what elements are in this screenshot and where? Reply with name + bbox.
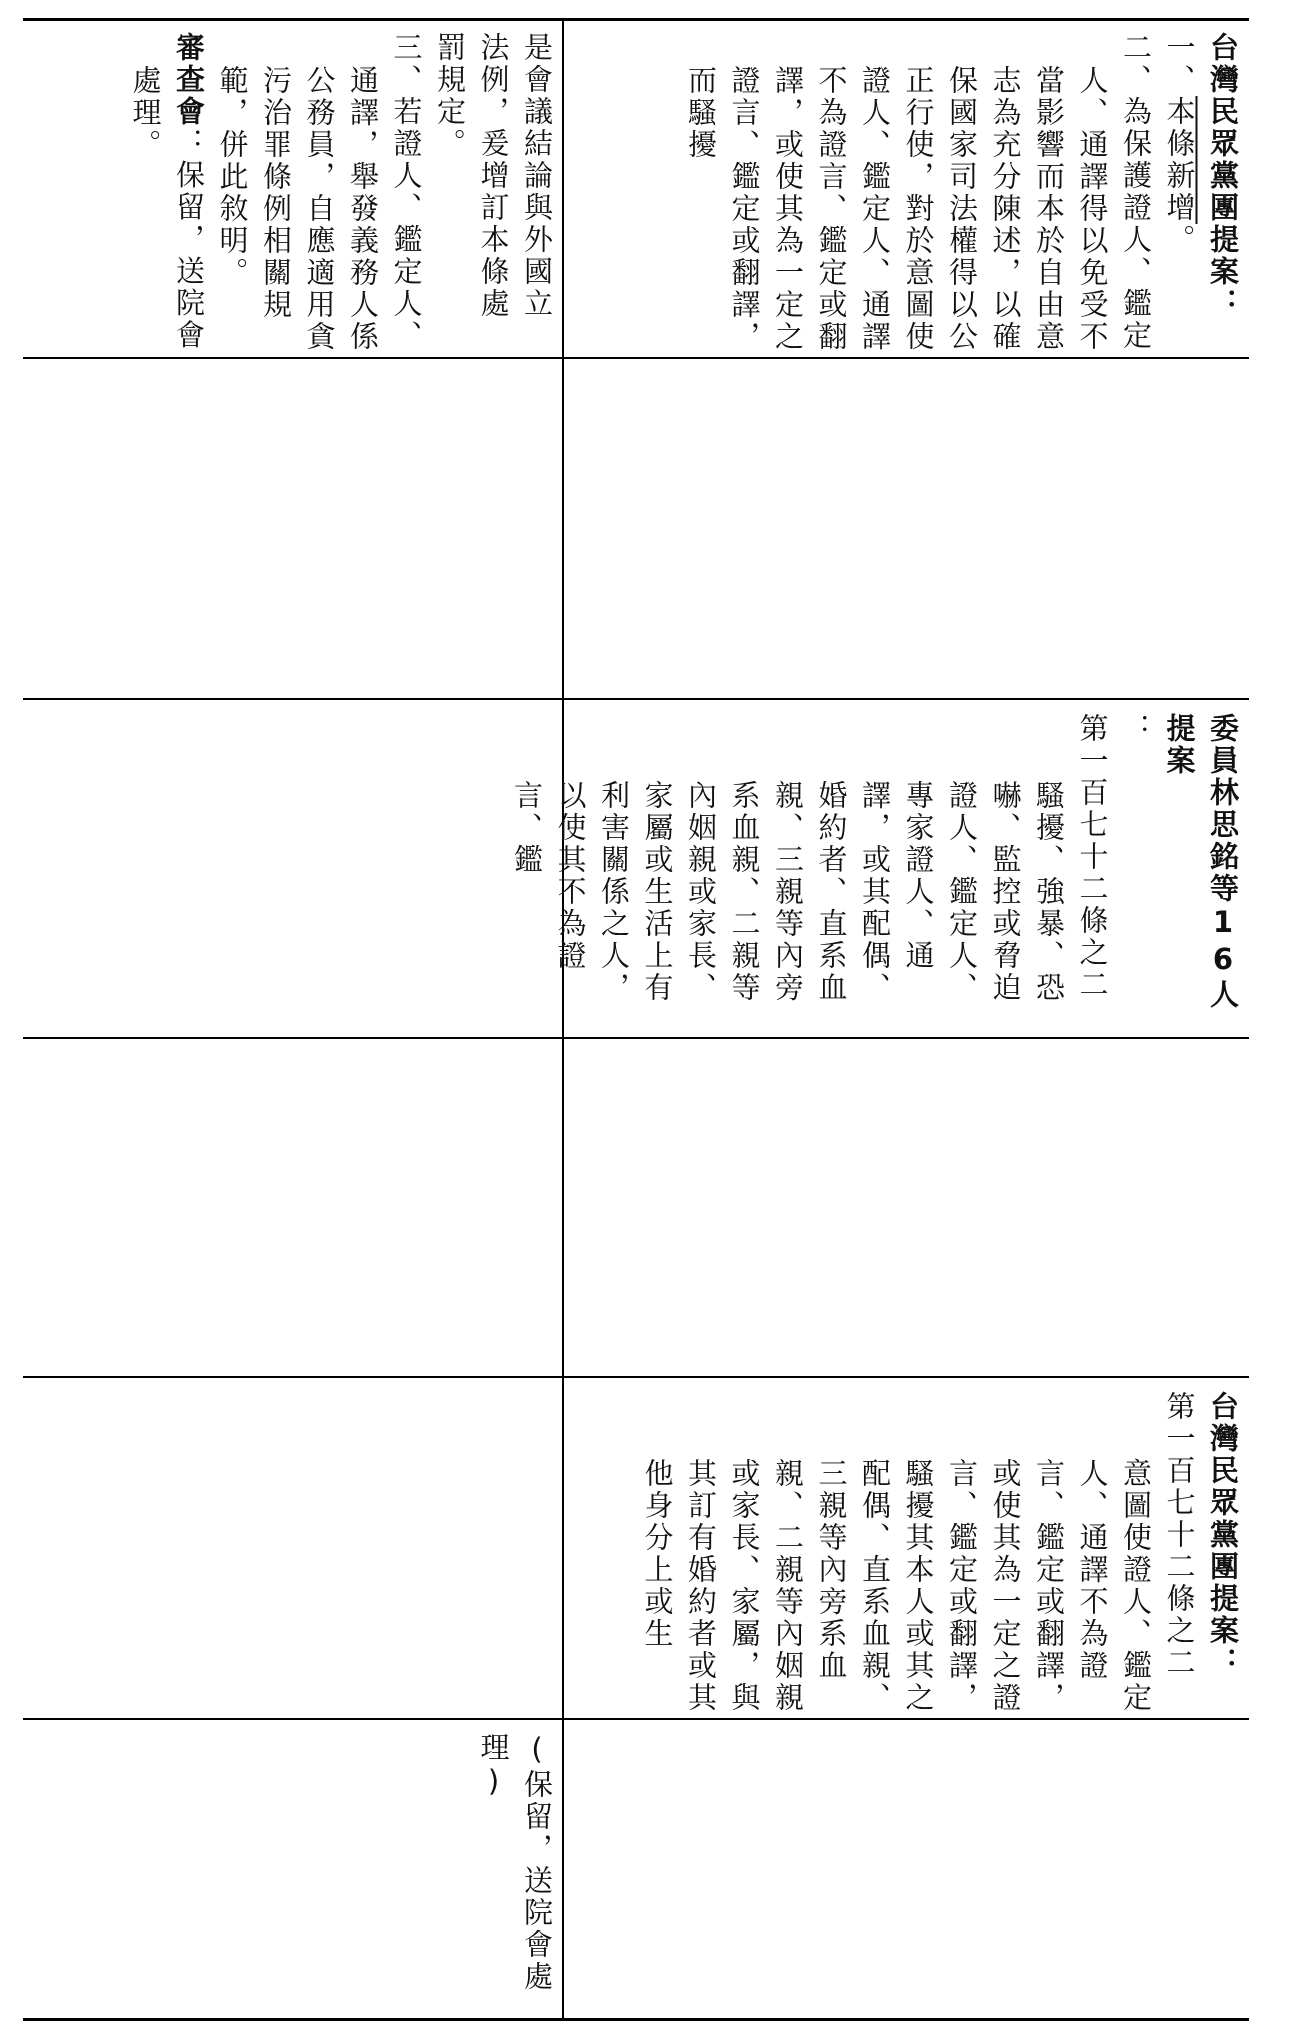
right-block-5-title: 台灣民眾黨團提案： — [1206, 1391, 1240, 1679]
left-line-3: 罰規定。 — [433, 32, 467, 160]
review-label: 審查會 — [172, 32, 206, 128]
row-divider-4 — [23, 1376, 1249, 1378]
left-block-1 — [30, 22, 558, 354]
row-divider-3 — [23, 1037, 1249, 1039]
left-block-6 — [30, 1722, 558, 2016]
row-divider-5 — [23, 1718, 1249, 1720]
left-block-6-note: (保留，送院會處理) — [476, 1732, 554, 1993]
right-block-5 — [572, 1381, 1244, 1715]
right-block-3-title: 委員林思銘等16人提案 — [1162, 713, 1240, 1011]
right-item-1: 一、本條新增。 — [1162, 32, 1197, 256]
left-item-3: 三、若證人、鑑定人、通譯，舉發義務人係公務員，自應適用貪污治罪條例相關規範，併此敘明。 — [215, 32, 424, 354]
row-divider-1 — [23, 357, 1249, 359]
table-bottom-border — [23, 2018, 1249, 2021]
item-1-underlined: 本條新增 — [1162, 96, 1197, 224]
left-review-note — [123, 32, 210, 354]
review-text: ：保留，送院會處理。 — [128, 65, 206, 352]
left-line-2: 法例，爰增訂本條處 — [476, 32, 511, 320]
right-block-3-article: 第一百七十二條之二 騷擾、強暴、恐嚇、監控或脅迫證人、鑑定人、專家證人、通譯，或其配偶、婚約者、直系血親、三親等內旁系血親、二親等內姻親或家長、家屬或生活上有利害關係之人，以使其不為證言、鑑 — [510, 713, 1110, 1033]
left-line-1: 是會議結論與外國立 — [520, 32, 554, 320]
row-divider-2 — [23, 698, 1249, 700]
right-block-1 — [572, 22, 1244, 354]
right-block-3 — [510, 703, 1244, 1035]
right-block-3-title-tail: ： — [1119, 713, 1153, 745]
right-block-1-title: 台灣民眾黨團提案： — [1206, 32, 1240, 320]
table-top-border — [23, 18, 1249, 21]
right-item-2: 二、為保護證人、鑑定人、通譯得以免受不當影響而本於自由意志為充分陳述，以確保國家司法權得以公正行使，對於意圖使證人、鑑定人、通譯不為證言、鑑定或翻譯，或使其為一定之證言、鑑定或翻譯，而騷擾 — [684, 32, 1153, 354]
right-block-5-article: 第一百七十二條之二 意圖使證人、鑑定人、通譯不為證言、鑑定或翻譯，或使其為一定之證言、鑑定或翻譯，騷擾其本人或其之配偶、直系血親、三親等內旁系血親、二親等內姻親或家長、家屬，與其訂有婚約者或其他身分上或生 — [640, 1391, 1197, 1714]
